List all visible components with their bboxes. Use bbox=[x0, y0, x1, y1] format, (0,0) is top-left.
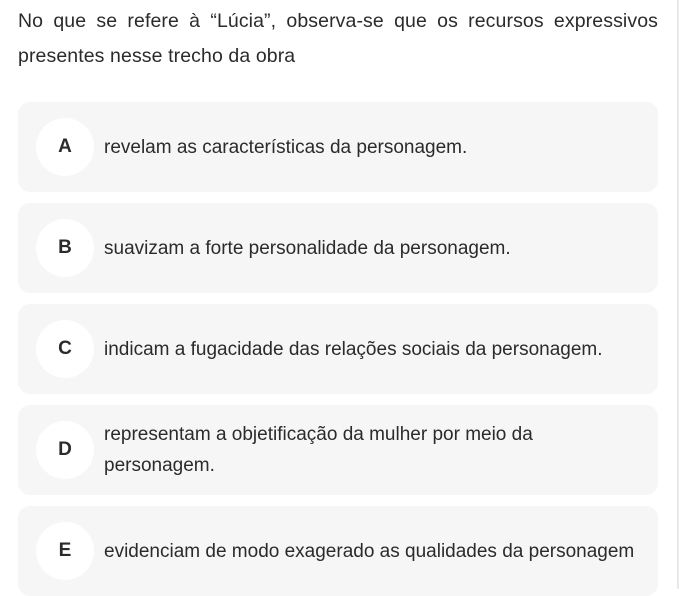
option-text-b bbox=[104, 203, 644, 293]
option-letter-b: B bbox=[36, 219, 94, 277]
option-label-d: representam a objetificação da mulher por meio da personagem. bbox=[104, 424, 533, 476]
option-label-c: indicam a fugacidade das relações sociais da personagem. bbox=[104, 338, 603, 360]
option-b[interactable] bbox=[18, 203, 658, 293]
option-label-a: revelam as características da personagem. bbox=[104, 136, 468, 158]
option-e[interactable] bbox=[18, 506, 658, 596]
question-text: No que se refere à “Lúcia”, observa-se que os recursos expressivos presentes nesse trecho da obra bbox=[18, 10, 658, 67]
option-label-b: suavizam a forte personalidade da personagem. bbox=[104, 237, 511, 259]
option-text-d bbox=[104, 405, 644, 495]
option-text-c bbox=[104, 304, 644, 394]
option-a[interactable] bbox=[18, 102, 658, 192]
option-text-a bbox=[104, 102, 644, 192]
option-label-e: evidenciam de modo exagerado as qualidades da personagem bbox=[104, 540, 635, 562]
option-letter-e: E bbox=[36, 522, 94, 580]
option-d[interactable] bbox=[18, 405, 658, 495]
option-letter-a: A bbox=[36, 118, 94, 176]
option-letter-d: D bbox=[36, 421, 94, 479]
option-text-e bbox=[104, 506, 644, 596]
option-letter-c: C bbox=[36, 320, 94, 378]
option-c[interactable] bbox=[18, 304, 658, 394]
